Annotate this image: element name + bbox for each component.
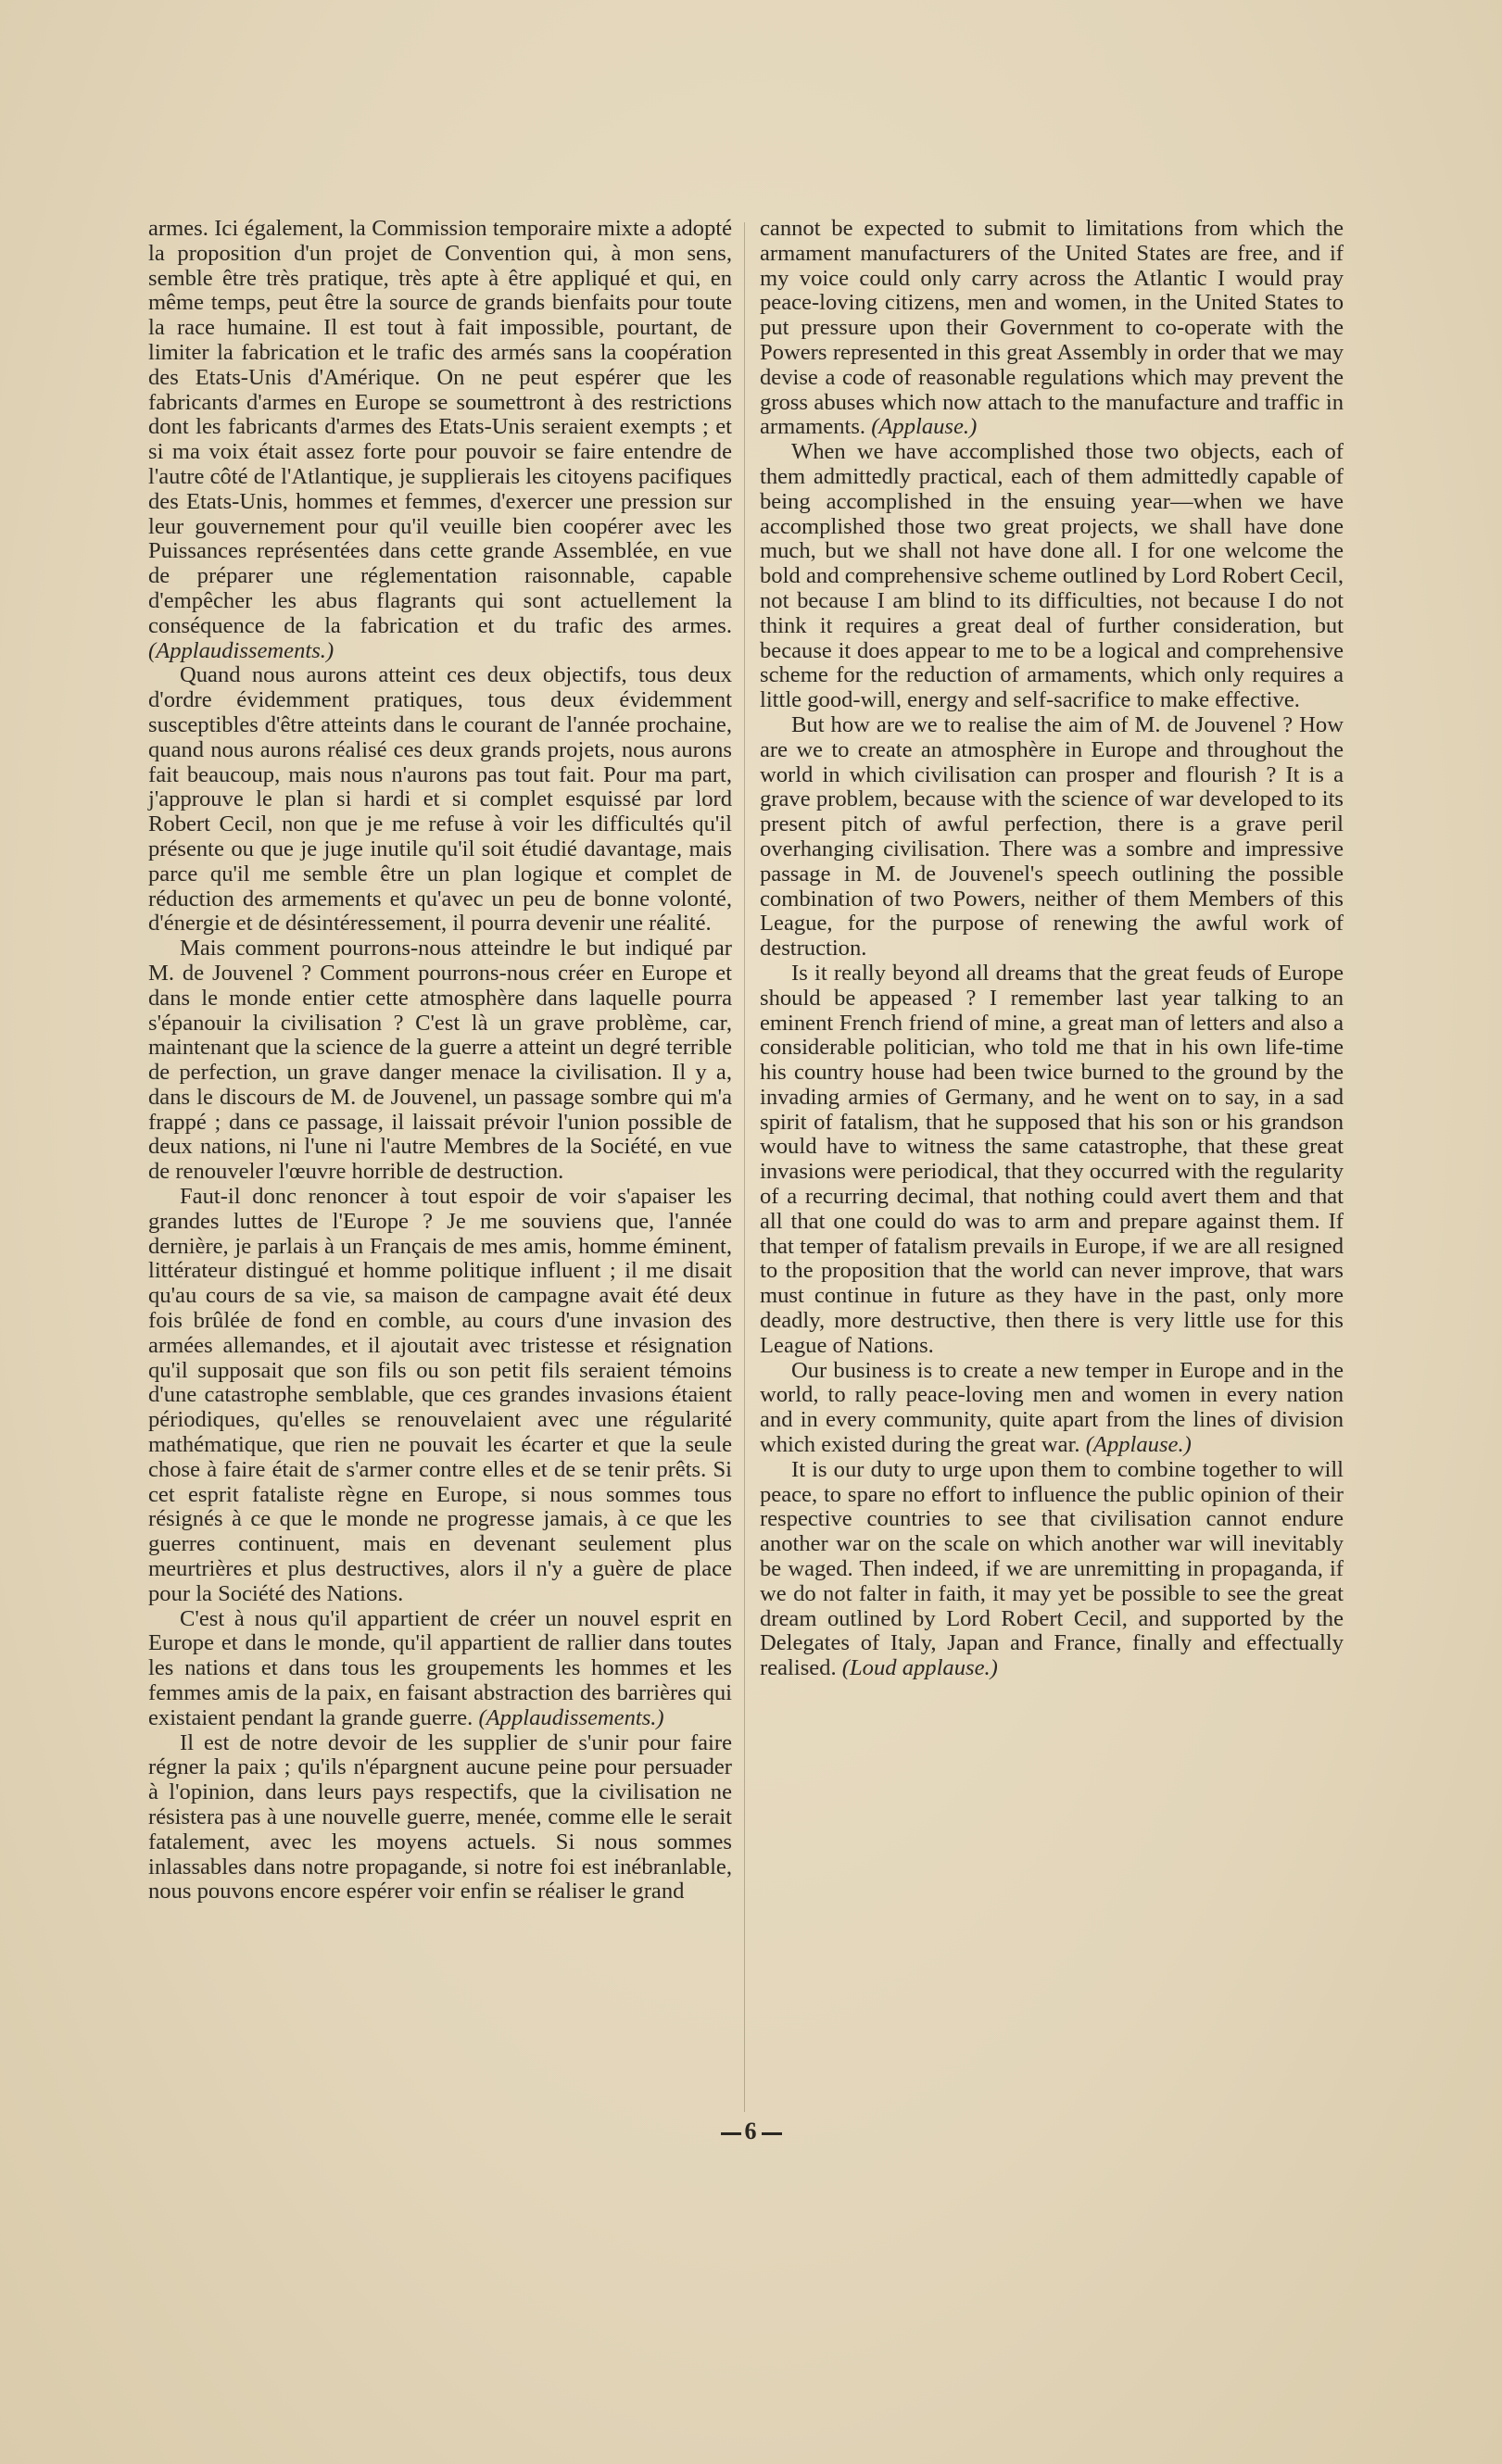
paragraph-text: Our business is to create a new temper in Europe and in the world, to rally peace-loving men and women in every nation and in every community, quite apart from the lines of division which existed during the great war. xyxy=(760,1357,1344,1458)
applause-note: (Applaudissements.) xyxy=(148,637,334,663)
page-number xyxy=(0,2118,1502,2145)
paragraph xyxy=(760,713,1344,962)
paragraph xyxy=(760,1458,1344,1681)
paragraph-text: Quand nous aurons atteint ces deux objectifs, tous deux d'ordre évidemment pratiques, tous deux évidemment susceptibles d'être atteints dans le courant de l'année prochaine, quand nous aurons réalisé ces deux grands projets, nous aurons fait beaucoup, mais nous n'aurons pas tout fait. Pour ma part, j'approuve le plan si hardi et si complet esquissé par lord Robert Cecil, non que je me refuse à voir les difficultés qu'il présente ou que je juge inutile qu'il soit étudié davantage, mais parce qu'il me semble être un plan logique et complet de réduction des armements et qu'avec un peu de bonne volonté, d'énergie et de désintéressement, il pourra devenir une réalité. xyxy=(148,662,732,937)
paragraph xyxy=(148,217,732,663)
paragraph xyxy=(148,1185,732,1607)
paragraph xyxy=(148,937,732,1185)
paragraph-text: Mais comment pourrons-nous atteindre le but indiqué par M. de Jouvenel ? Comment pourrons-nous créer en Europe et dans le monde entier cette atmosphère dans laquelle pourra s'épanouir la civilisation ? C'est là un grave problème, car, maintenant que la science de la guerre a atteint un degré terrible de perfection, un grave danger menace la civilisation. Il y a, dans le discours de M. de Jouvenel, un passage sombre qui m'a frappé ; dans ce passage, il laissait prévoir l'union possible de deux nations, ni l'une ni l'autre Membres de la Société, en vue de renouveler l'œuvre horrible de destruction. xyxy=(148,936,732,1185)
applause-note: (Loud applause.) xyxy=(841,1655,998,1681)
paragraph-text: Il est de notre devoir de les supplier de s'unir pour faire régner la paix ; qu'ils n'épargnent aucune peine pour persuader à l'opinion, dans leurs pays respectifs, que la civilisation ne résistera pas à une nouvelle guerre, menée, comme elle le serait fatalement, avec les moyens actuels. Si nous sommes inlassables dans notre propagande, si notre foi est inébranlable, nous pouvons encore espérer voir enfin se réaliser le grand xyxy=(148,1729,732,1905)
paragraph xyxy=(760,440,1344,713)
paragraph-text: When we have accomplished those two objects, each of them admittedly practical, each of them admittedly capable of being accomplished in the ensuing year—when we have accomplished those two great projects, we shall have done much, but we shall not have done all. I for one welcome the bold and comprehensive scheme outlined by Lord Robert Cecil, not because I am blind to its difficulties, not because I do not think it requires a great deal of further consideration, but because it does appear to me to be a logical and comprehensive scheme for the reduction of armaments, which only requires a little good-will, energy and self-sacrifice to make effective. xyxy=(760,439,1344,713)
paragraph xyxy=(148,1607,732,1731)
paragraph-text: Faut-il donc renoncer à tout espoir de voir s'apaiser les grandes luttes de l'Europe ? Je me souviens que, l'année dernière, je parlais à un Français de mes amis, homme éminent, littérateur distingué et homme politique influent ; il me disait qu'au cours de sa vie, sa maison de campagne avait été deux fois brûlée de fond en comble, au cours d'une invasion des armées allemandes, et il ajoutait avec tristesse et résignation qu'il supposait que son fils ou son petit fils seraient témoins d'une catastrophe semblable, que ces grandes invasions étaient périodiques, qu'elles se renouvelaient avec une régularité mathématique, que rien ne pouvait les écarter et que la seule chose à faire était de s'armer contre elles et de se tenir prêts. Si cet esprit fataliste règne en Europe, si nous sommes tous résignés à ce que le monde ne progresse jamais, à ce que les guerres continuent, mais en devenant seulement plus meurtrières et plus destructives, alors il n'y a guère de place pour la Société des Nations. xyxy=(148,1184,732,1606)
paragraph-text: It is our duty to urge upon them to combine together to will peace, to spare no effort to influence the public opinion of their respective countries to see that civilisation cannot endure another war on the scale on which another war will inevitably be waged. Then indeed, if we are unremitting in propaganda, if we do not falter in faith, it may yet be possible to see the great dream outlined by Lord Robert Cecil, and supported by the Delegates of Italy, Japan and France, finally and effectually realised. xyxy=(760,1456,1344,1681)
english-text-column xyxy=(760,217,1344,1681)
column-divider xyxy=(744,222,745,2112)
applause-note: (Applaudissements.) xyxy=(478,1704,664,1730)
applause-note: (Applause.) xyxy=(871,414,978,440)
page-number-value: 6 xyxy=(744,2118,758,2144)
paragraph-text: C'est à nous qu'il appartient de créer un nouvel esprit en Europe et dans le monde, qu'il appartient de rallier dans toutes les nations et dans tous les groupements les hommes et les femmes amis de la paix, en faisant abstraction des barrières qui existaient pendant la grande guerre. xyxy=(148,1605,732,1730)
paragraph xyxy=(148,1731,732,1905)
dash-decoration xyxy=(721,2132,741,2135)
dash-decoration xyxy=(762,2132,782,2135)
paragraph xyxy=(760,962,1344,1359)
paragraph xyxy=(148,663,732,937)
paragraph xyxy=(760,1359,1344,1458)
paragraph-text: But how are we to realise the aim of M. de Jouvenel ? How are we to create an atmosphère in Europe and throughout the world in which civilisation can prosper and flourish ? It is a grave problem, because with the science of war developed to its present pitch of awful perfection, there is a grave peril overhanging civilisation. There was a sombre and impressive passage in M. de Jouvenel's speech outlining the possible combination of two Powers, neither of them Members of this League, for the purpose of renewing the awful work of destruction. xyxy=(760,711,1344,962)
french-text-column xyxy=(148,217,732,1905)
paragraph xyxy=(760,217,1344,440)
paragraph-text: armes. Ici également, la Commission temporaire mixte a adopté la proposition d'un projet de Convention qui, à mon sens, semble être très pratique, très apte à être appliqué et qui, en même temps, peut être la source de grands bienfaits pour toute la race humaine. Il est tout à fait impossible, pourtant, de limiter la fabrication et le trafic des armés sans la coopération des Etats-Unis d'Amérique. On ne peut espérer que les fabricants d'armes en Europe se soumettront à des restrictions dont les fabricants d'armes des Etats-Unis seraient exempts ; et si ma voix était assez forte pour pouvoir se faire entendre de l'autre côté de l'Atlantique, je supplierais les citoyens pacifiques des Etats-Unis, hommes et femmes, d'exercer une pression sur leur gouvernement pour qu'il veuille bien coopérer avec les Puissances représentées dans cette grande Assemblée, en vue de préparer une réglementation raisonnable, capable d'empêcher les abus flagrants qui sont actuellement la conséquence de la fabrication et du trafic des armes. xyxy=(148,216,732,638)
paragraph-text: Is it really beyond all dreams that the great feuds of Europe should be appeased ? I remember last year talking to an eminent French friend of mine, a great man of letters and also a considerable politician, who told me that in his own life-time his country house had been twice burned to the ground by the invading armies of Germany, and he went on to say, in a sad spirit of fatalism, that he supposed that his son or his grandson would have to witness the same catastrophe, that these great invasions were periodical, that they occurred with the regularity of a recurring decimal, that nothing could avert them and that all that one could do was to arm and prepare against them. If that temper of fatalism prevails in Europe, if we are all resigned to the proposition that the world can never improve, that wars must continue in future as they have in the past, only more deadly, more destructive, then there is very little use for this League of Nations. xyxy=(760,960,1344,1358)
applause-note: (Applause.) xyxy=(1085,1432,1192,1458)
paragraph-text: cannot be expected to submit to limitations from which the armament manufacturers of the United States are free, and if my voice could only carry across the Atlantic I would pray peace-loving citizens, men and women, in the United States to put pressure upon their Government to co-operate with the Powers represented in this great Assembly in order that we may devise a code of reasonable regulations which may prevent the gross abuses which now attach to the manufacture and traffic in armaments. xyxy=(760,216,1344,440)
